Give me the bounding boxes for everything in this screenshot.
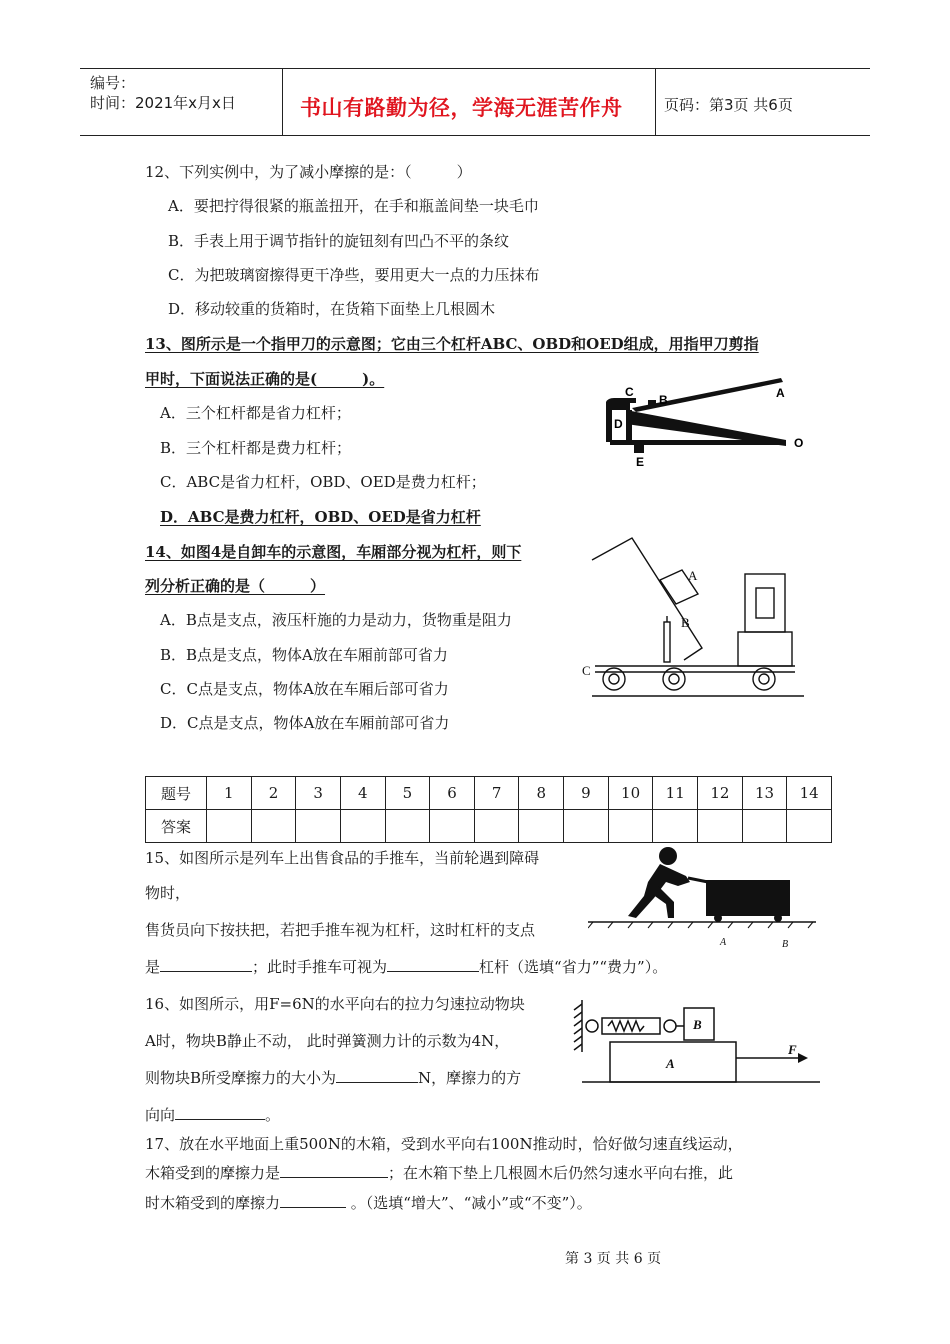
- q13-option-a: A．三个杠杆都是省力杠杆；: [160, 404, 351, 422]
- q16-friction-size-blank[interactable]: [336, 1068, 418, 1083]
- page-footer: 第 3 页 共 6 页: [565, 1251, 662, 1267]
- q17-line1: 17、放在水平地面上重500N的木箱，受到水平向右100N推动时，恰好做匀速直线运动，: [145, 1135, 743, 1153]
- q16-line4-text: 向向: [145, 1106, 176, 1124]
- q15-line2: 物时，: [145, 884, 191, 902]
- q15-line4: [145, 957, 667, 977]
- header-bottom-rule: [80, 135, 870, 136]
- answer-table-number-row: [146, 777, 832, 810]
- answer-table-number: 8: [519, 777, 564, 810]
- q12-option-c: C．为把玻璃窗擦得更干净些，要用更大一点的力压抹布: [168, 266, 540, 284]
- answer-cell[interactable]: [787, 810, 832, 843]
- clipper-label-e: E: [636, 455, 645, 469]
- answer-table-number: 12: [698, 777, 743, 810]
- q12-option-d: D．移动较重的货箱时，在货箱下面垫上几根圆木: [168, 300, 496, 318]
- truck-label-b: B: [681, 615, 690, 630]
- q15-line4-text: ；此时手推车可视为: [252, 958, 388, 976]
- answer-table-number: 6: [430, 777, 475, 810]
- q17-line3: [145, 1193, 592, 1213]
- q14-stem-line1: 14、如图4是自卸车的示意图，车厢部分视为杠杆，则下: [145, 543, 522, 561]
- q17-line3-text: 。（选填“增大”、“减小”或“不变”）。: [346, 1194, 592, 1212]
- q16-line4: [145, 1105, 280, 1125]
- q17-friction-blank[interactable]: [280, 1163, 388, 1178]
- answer-cell[interactable]: [742, 810, 787, 843]
- header-divider-2: [655, 68, 656, 135]
- header-date: 时间：2021年x月x日: [90, 94, 236, 112]
- q13-option-c: C．ABC是省力杠杆，OBD、OED是费力杠杆；: [160, 473, 486, 491]
- q13-option-d: D．ABC是费力杠杆，OBD、OED是省力杠杆: [160, 508, 481, 526]
- answer-table-number: 9: [564, 777, 609, 810]
- answer-cell[interactable]: [519, 810, 564, 843]
- answer-table-number: 3: [296, 777, 341, 810]
- spring-label-f: F: [788, 1042, 797, 1057]
- q15-lever-type-blank[interactable]: [387, 957, 479, 972]
- header-divider-1: [282, 68, 283, 135]
- q15-line1: 15、如图所示是列车上出售食品的手推车，当前轮遇到障碍: [145, 849, 540, 867]
- spring-label-a: A: [666, 1056, 675, 1071]
- answer-cell[interactable]: [608, 810, 653, 843]
- header-top-rule: [80, 68, 870, 69]
- clipper-label-c: C: [625, 385, 634, 399]
- answer-table-number: 1: [207, 777, 252, 810]
- q16-line3-text: 则物块B所受摩擦力的大小为: [145, 1069, 337, 1087]
- clipper-label-o: O: [794, 436, 804, 450]
- dump-truck-figure: [580, 530, 810, 705]
- answer-table-number: 2: [251, 777, 296, 810]
- header-page-info: 页码：第3页 共6页: [664, 96, 793, 114]
- q14-option-d: D．C点是支点，物体A放在车厢前部可省力: [160, 714, 450, 732]
- spring-blocks-figure: [572, 996, 822, 1090]
- q17-line2-text: 木箱受到的摩擦力是: [145, 1164, 281, 1182]
- answer-table-number: 11: [653, 777, 698, 810]
- header-bianhao: 编号：: [90, 74, 136, 92]
- q12-option-a: A．要把拧得很紧的瓶盖扭开，在手和瓶盖间垫一块毛巾: [168, 197, 539, 215]
- q15-line3: 售货员向下按扶把，若把手推车视为杠杆，这时杠杆的支点: [145, 921, 536, 939]
- answer-cell[interactable]: [698, 810, 743, 843]
- answer-cell[interactable]: [430, 810, 475, 843]
- q17-line2: [145, 1163, 733, 1183]
- q14-option-b: B．B点是支点，物体A放在车厢前部可省力: [160, 646, 448, 664]
- trolley-label-b: B: [782, 939, 789, 950]
- answer-table-answer-row: [146, 810, 832, 843]
- q13-stem-line1: 13、图所示是一个指甲刀的示意图；它由三个杠杆ABC、OBD和OED组成，用指甲刀剪指: [145, 335, 759, 353]
- answer-cell[interactable]: [564, 810, 609, 843]
- answer-table-row-label: 题号: [146, 777, 207, 810]
- answer-cell[interactable]: [653, 810, 698, 843]
- clipper-label-b: B: [659, 393, 668, 407]
- answer-cell[interactable]: [296, 810, 341, 843]
- answer-cell[interactable]: [340, 810, 385, 843]
- q14-option-c: C．C点是支点，物体A放在车厢后部可省力: [160, 680, 449, 698]
- answer-table: [145, 776, 832, 843]
- spring-label-b: B: [693, 1017, 702, 1032]
- q14-stem-line2: 列分析正确的是（ ）: [145, 577, 326, 595]
- clipper-label-d: D: [614, 417, 623, 431]
- q16-line3-text: N，摩擦力的方: [418, 1069, 522, 1087]
- q15-fulcrum-blank[interactable]: [160, 957, 252, 972]
- q15-line4-text: 杠杆（选填“省力”“费力”）。: [479, 958, 668, 976]
- header-motto: 书山有路勤为径，学海无涯苦作舟: [300, 96, 623, 120]
- answer-cell[interactable]: [474, 810, 519, 843]
- truck-label-a: A: [688, 568, 698, 583]
- q16-line4-text: 。: [265, 1106, 281, 1124]
- clipper-label-a: A: [776, 386, 785, 400]
- answer-cell[interactable]: [207, 810, 252, 843]
- q17-line2-text: ；在木箱下垫上几根圆木后仍然匀速水平向右推，此: [388, 1164, 734, 1182]
- q12-option-b: B．手表上用于调节指针的旋钮刻有凹凸不平的条纹: [168, 232, 510, 250]
- trolley-label-a: A: [720, 937, 727, 948]
- nail-clipper-figure: [596, 370, 816, 475]
- answer-table-number: 5: [385, 777, 430, 810]
- answer-table-number: 13: [742, 777, 787, 810]
- answer-cell[interactable]: [385, 810, 430, 843]
- answer-table-number: 10: [608, 777, 653, 810]
- q13-option-b: B．三个杠杆都是费力杠杆；: [160, 439, 352, 457]
- q17-line3-text: 时木箱受到的摩擦力: [145, 1194, 281, 1212]
- q16-friction-direction-blank[interactable]: [175, 1105, 265, 1120]
- truck-label-c: C: [582, 663, 591, 678]
- answer-table-number: 4: [340, 777, 385, 810]
- answer-table-row-label: 答案: [146, 810, 207, 843]
- q16-line1: 16、如图所示，用F=6N的水平向右的拉力匀速拉动物块: [145, 995, 525, 1013]
- q13-stem-line2: 甲时，下面说法正确的是( )。: [145, 370, 385, 388]
- trolley-figure: [588, 842, 818, 952]
- answer-table-number: 14: [787, 777, 832, 810]
- q16-line2: A时，物块B静止不动， 此时弹簧测力计的示数为4N，: [145, 1032, 510, 1050]
- q17-change-blank[interactable]: [280, 1193, 346, 1208]
- q12-stem: 12、下列实例中，为了减小摩擦的是：（ ）: [145, 163, 472, 181]
- answer-table-number: 7: [474, 777, 519, 810]
- q14-option-a: A．B点是支点，液压杆施的力是动力，货物重是阻力: [160, 611, 512, 629]
- q16-line3: [145, 1068, 521, 1088]
- answer-cell[interactable]: [251, 810, 296, 843]
- q15-line4-text: 是: [145, 958, 161, 976]
